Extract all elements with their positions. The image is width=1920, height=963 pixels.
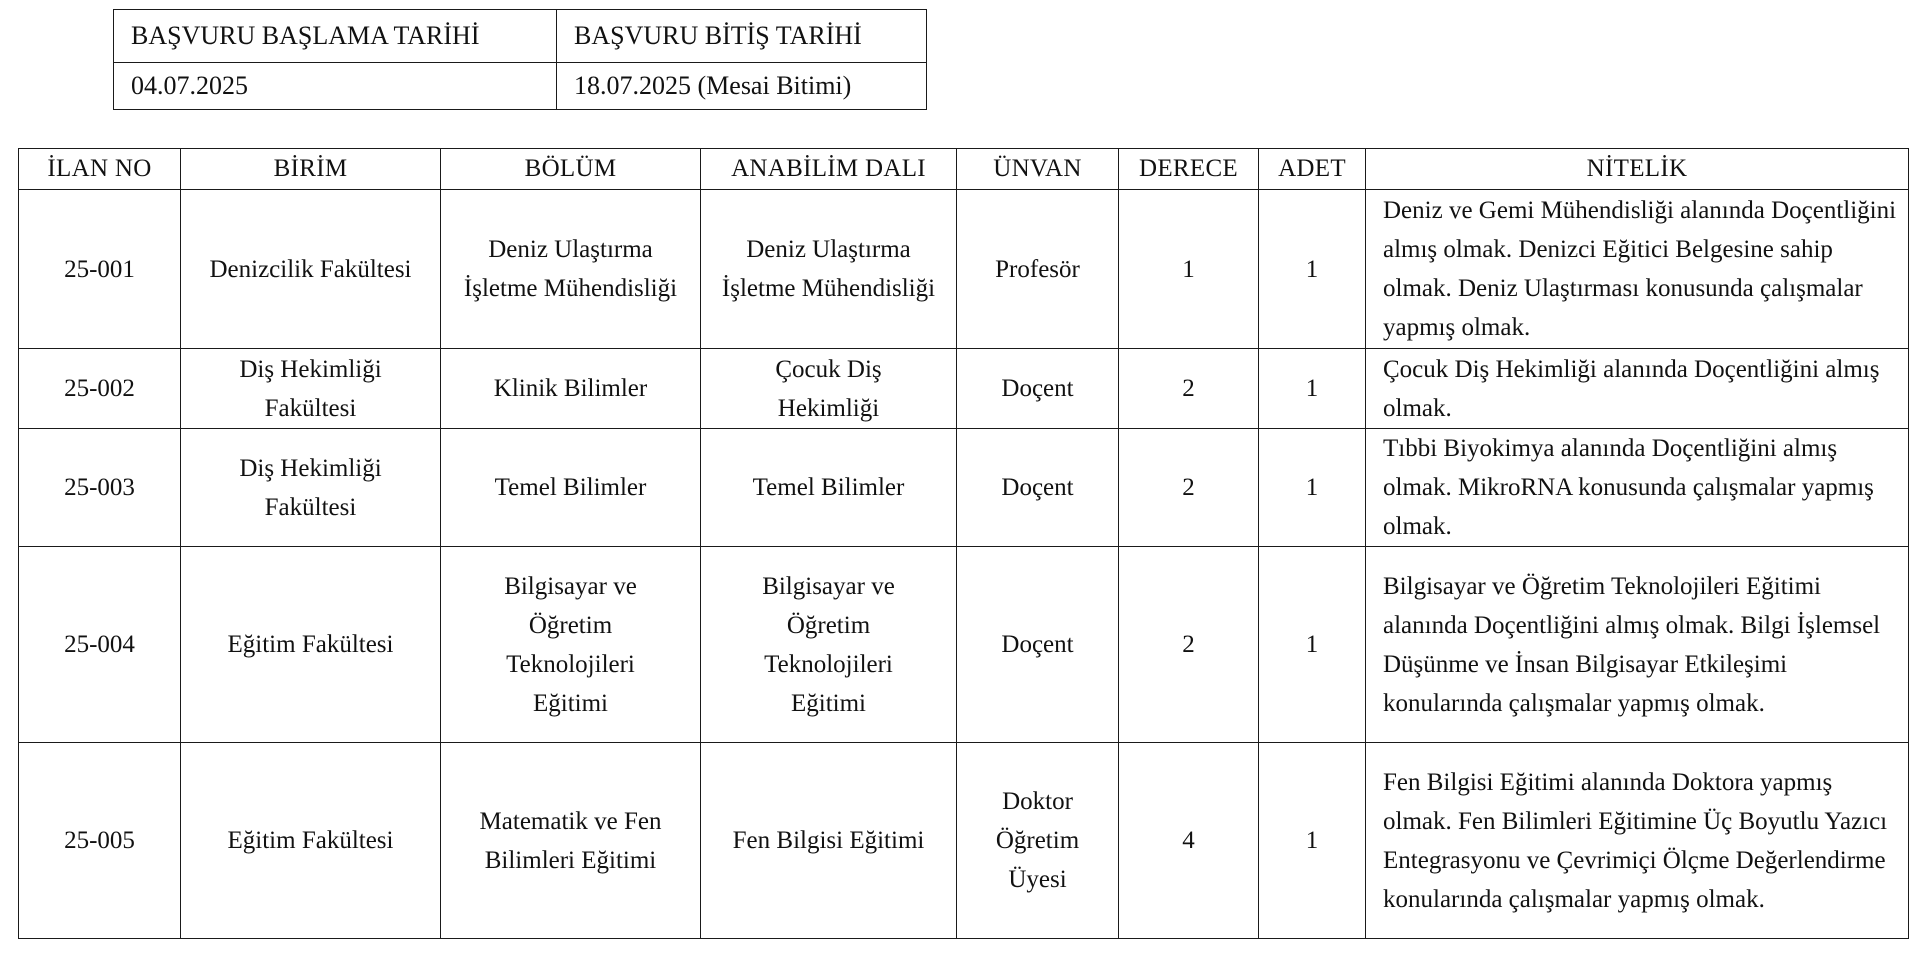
start-date-value: 04.07.2025 xyxy=(114,63,557,110)
dates-value-row xyxy=(114,63,927,110)
unvan-cell: Doçent xyxy=(957,547,1119,743)
birim-cell: Eğitim Fakültesi xyxy=(181,743,441,939)
ilan-no-cell: 25-005 xyxy=(19,743,181,939)
anabilim-dali-text: Deniz Ulaştırma İşletme Mühendisliği xyxy=(721,236,936,302)
unvan-text: Doktor Öğretim Üyesi xyxy=(995,788,1080,893)
derece-cell: 2 xyxy=(1119,349,1259,429)
derece-cell: 2 xyxy=(1119,547,1259,743)
anabilim-dali-cell: Temel Bilimler xyxy=(701,429,957,547)
application-dates-table xyxy=(113,9,927,110)
column-header-unvan: ÜNVAN xyxy=(957,149,1119,190)
column-header-derece: DERECE xyxy=(1119,149,1259,190)
column-header-birim: BİRİM xyxy=(181,149,441,190)
nitelik-cell: Tıbbi Biyokimya alanında Doçentliğini almış olmak. MikroRNA konusunda çalışmalar yapmış olmak. xyxy=(1366,429,1909,547)
birim-text: Diş Hekimliği Fakültesi xyxy=(239,355,382,422)
birim-cell xyxy=(181,349,441,429)
anabilim-dali-cell xyxy=(701,349,957,429)
column-header-ilan-no: İLAN NO xyxy=(19,149,181,190)
job-listing-table xyxy=(18,148,1909,939)
derece-cell: 2 xyxy=(1119,429,1259,547)
bolum-text: Bilgisayar ve Öğretim Teknolojileri Eğitimi xyxy=(504,572,637,717)
nitelik-cell: Bilgisayar ve Öğretim Teknolojileri Eğitimi alanında Doçentliğini almış olmak. Bilgi İşlemsel Düşünme ve İnsan Bilgisayar Etkileşimi konularında çalışmalar yapmış olmak. xyxy=(1366,547,1909,743)
adet-cell: 1 xyxy=(1259,190,1366,349)
unvan-cell: Doçent xyxy=(957,349,1119,429)
bolum-text: Deniz Ulaştırma İşletme Mühendisliği xyxy=(463,236,678,302)
anabilim-dali-cell: Fen Bilgisi Eğitimi xyxy=(701,743,957,939)
start-date-header: BAŞVURU BAŞLAMA TARİHİ xyxy=(114,10,557,63)
ilan-no-cell: 25-001 xyxy=(19,190,181,349)
ilan-no-cell: 25-004 xyxy=(19,547,181,743)
table-row xyxy=(19,547,1909,743)
unvan-cell: Doçent xyxy=(957,429,1119,547)
unvan-cell xyxy=(957,743,1119,939)
anabilim-dali-cell xyxy=(701,190,957,349)
anabilim-dali-text: Bilgisayar ve Öğretim Teknolojileri Eğitimi xyxy=(762,572,895,717)
anabilim-dali-cell xyxy=(701,547,957,743)
bolum-cell xyxy=(441,190,701,349)
nitelik-cell: Deniz ve Gemi Mühendisliği alanında Doçentliğini almış olmak. Denizci Eğitici Belgesine sahip olmak. Deniz Ulaştırması konusunda çalışmalar yapmış olmak. xyxy=(1366,190,1909,349)
derece-cell: 1 xyxy=(1119,190,1259,349)
bolum-cell xyxy=(441,743,701,939)
unvan-cell: Profesör xyxy=(957,190,1119,349)
bolum-cell: Klinik Bilimler xyxy=(441,349,701,429)
table-row xyxy=(19,190,1909,349)
adet-cell: 1 xyxy=(1259,547,1366,743)
bolum-cell xyxy=(441,547,701,743)
bolum-cell: Temel Bilimler xyxy=(441,429,701,547)
column-header-anabilim-dali: ANABİLİM DALI xyxy=(701,149,957,190)
anabilim-dali-text: Çocuk Diş Hekimliği xyxy=(775,355,882,422)
derece-cell: 4 xyxy=(1119,743,1259,939)
adet-cell: 1 xyxy=(1259,429,1366,547)
ilan-no-cell: 25-002 xyxy=(19,349,181,429)
table-row xyxy=(19,429,1909,547)
end-date-value: 18.07.2025 (Mesai Bitimi) xyxy=(557,63,927,110)
adet-cell: 1 xyxy=(1259,349,1366,429)
birim-cell xyxy=(181,429,441,547)
birim-cell: Eğitim Fakültesi xyxy=(181,547,441,743)
column-header-adet: ADET xyxy=(1259,149,1366,190)
birim-text: Diş Hekimliği Fakültesi xyxy=(239,454,382,521)
table-header-row xyxy=(19,149,1909,190)
dates-header-row xyxy=(114,10,927,63)
column-header-nitelik: NİTELİK xyxy=(1366,149,1909,190)
end-date-header: BAŞVURU BİTİŞ TARİHİ xyxy=(557,10,927,63)
birim-cell: Denizcilik Fakültesi xyxy=(181,190,441,349)
bolum-text: Matematik ve Fen Bilimleri Eğitimi xyxy=(479,807,662,874)
table-row xyxy=(19,743,1909,939)
column-header-bolum: BÖLÜM xyxy=(441,149,701,190)
nitelik-cell: Fen Bilgisi Eğitimi alanında Doktora yapmış olmak. Fen Bilimleri Eğitimine Üç Boyutlu Yazıcı Entegrasyonu ve Çevrimiçi Ölçme Değerlendirme konularında çalışmalar yapmış olmak. xyxy=(1366,743,1909,939)
nitelik-cell: Çocuk Diş Hekimliği alanında Doçentliğini almış olmak. xyxy=(1366,349,1909,429)
ilan-no-cell: 25-003 xyxy=(19,429,181,547)
adet-cell: 1 xyxy=(1259,743,1366,939)
table-row xyxy=(19,349,1909,429)
